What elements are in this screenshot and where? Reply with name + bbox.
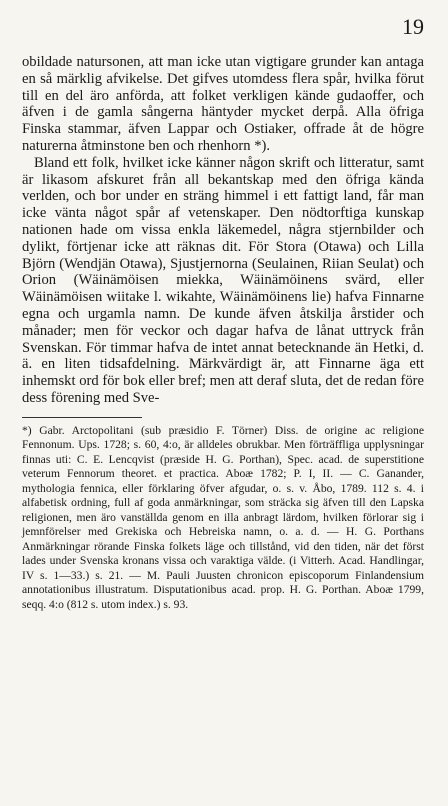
paragraph: Bland ett folk, hvilket icke känner någon skrift och litteratur, samt är likasom afskuret från all bekantskap med den öfriga kända verlden, och bor under en sträng himmel i ett fattigt land, får man icke vänta något spår af vetenskaper. Den nödtorftiga kunskap nationen hade om vissa enkla läkemedel, några stjernbilder och dylikt, förtjenar icke att räknas dit. För Stora (Otawa) och Lilla Björn (Wendjän Otawa), Sjustjernorna (Seulainen, Riian Seulat) och Orion (Wäinämöisen miekka, Wäinämöinens svärd, eller Wäinämöisen wiitake l. wikahte, Wäinämöinens lie) hafva Finnarne egna och urgamla namn. De kunde äfven åtskilja årstider och månader; men för veckor och dagar hafva de lånat uttryck från Svenskan. För timmar hafva de intet annat betecknande än Hetki, d. ä. en liten tidsafdelning. Märkvärdigt är, att Finnarne äga ett inhemskt ord för bok eller bref; men att deraf sluta, det de redan före dess förening med Sve-: [22, 154, 424, 406]
page-number: 19: [402, 14, 424, 39]
footnote: [22, 424, 424, 613]
footnote-text: *) Gabr. Arctopolitani (sub præsidio F. Törner) Diss. de origine ac religione Fennonum. Ups. 1728; s. 60, 4:o, är alldeles obrukbar. Men förträffliga upplysningar finnas uti: C. E. Lencqvist (præside H. G. Porthan), Spec. acad. de superstitione veterum Fennorum theoret. et practica. Aboæ 1782; P. I, II. — C. Ganander, mythologia fennica, eller förklaring öfver afgudar, o. s. v. Åbo, 1789. 112 s. 4. i alfabetisk ordning, full af goda anmärkningar, som sträcka sig äfven till den Lapska religionen, men äro vanställda genom en illa anbragt lärdom, hvilken förlorar sig i jemnförelser med Grekiska och Hebreiska namn, o. a. d. — H. G. Porthans Anmärkningar rörande Finska folkets läge och tillstånd, vid den tiden, när det först lades under Svenska kronans vissa och varaktiga välde. (i Vitterh. Acad. Handlingar, IV s. 1—33.) s. 21. — M. Pauli Juusten chronicon episcoporum Finlandensium annotationibus illustratum. Disputationibus acad. prop. H. G. Porthan. Aboæ 1799, seqq. 4:o (812 s. utom index.) s. 93.: [22, 423, 424, 611]
footnote-divider: [22, 417, 142, 418]
paragraph: obildade natursonen, att man icke utan vigtigare grunder kan antaga en så märklig afvikelse. Det gifves utomdess flera spår, hvilka förut till en del äro anförda, att folket verkligen kände gudaoffer, och äfven i de gamla sångerna häntyder mycket derpå. Alla öfriga Finska stammar, äfven Lappar och Ostiaker, offrade åt de högre naturerna åtminstone ben och rhenhorn *).: [22, 54, 424, 154]
main-text: [22, 54, 424, 407]
